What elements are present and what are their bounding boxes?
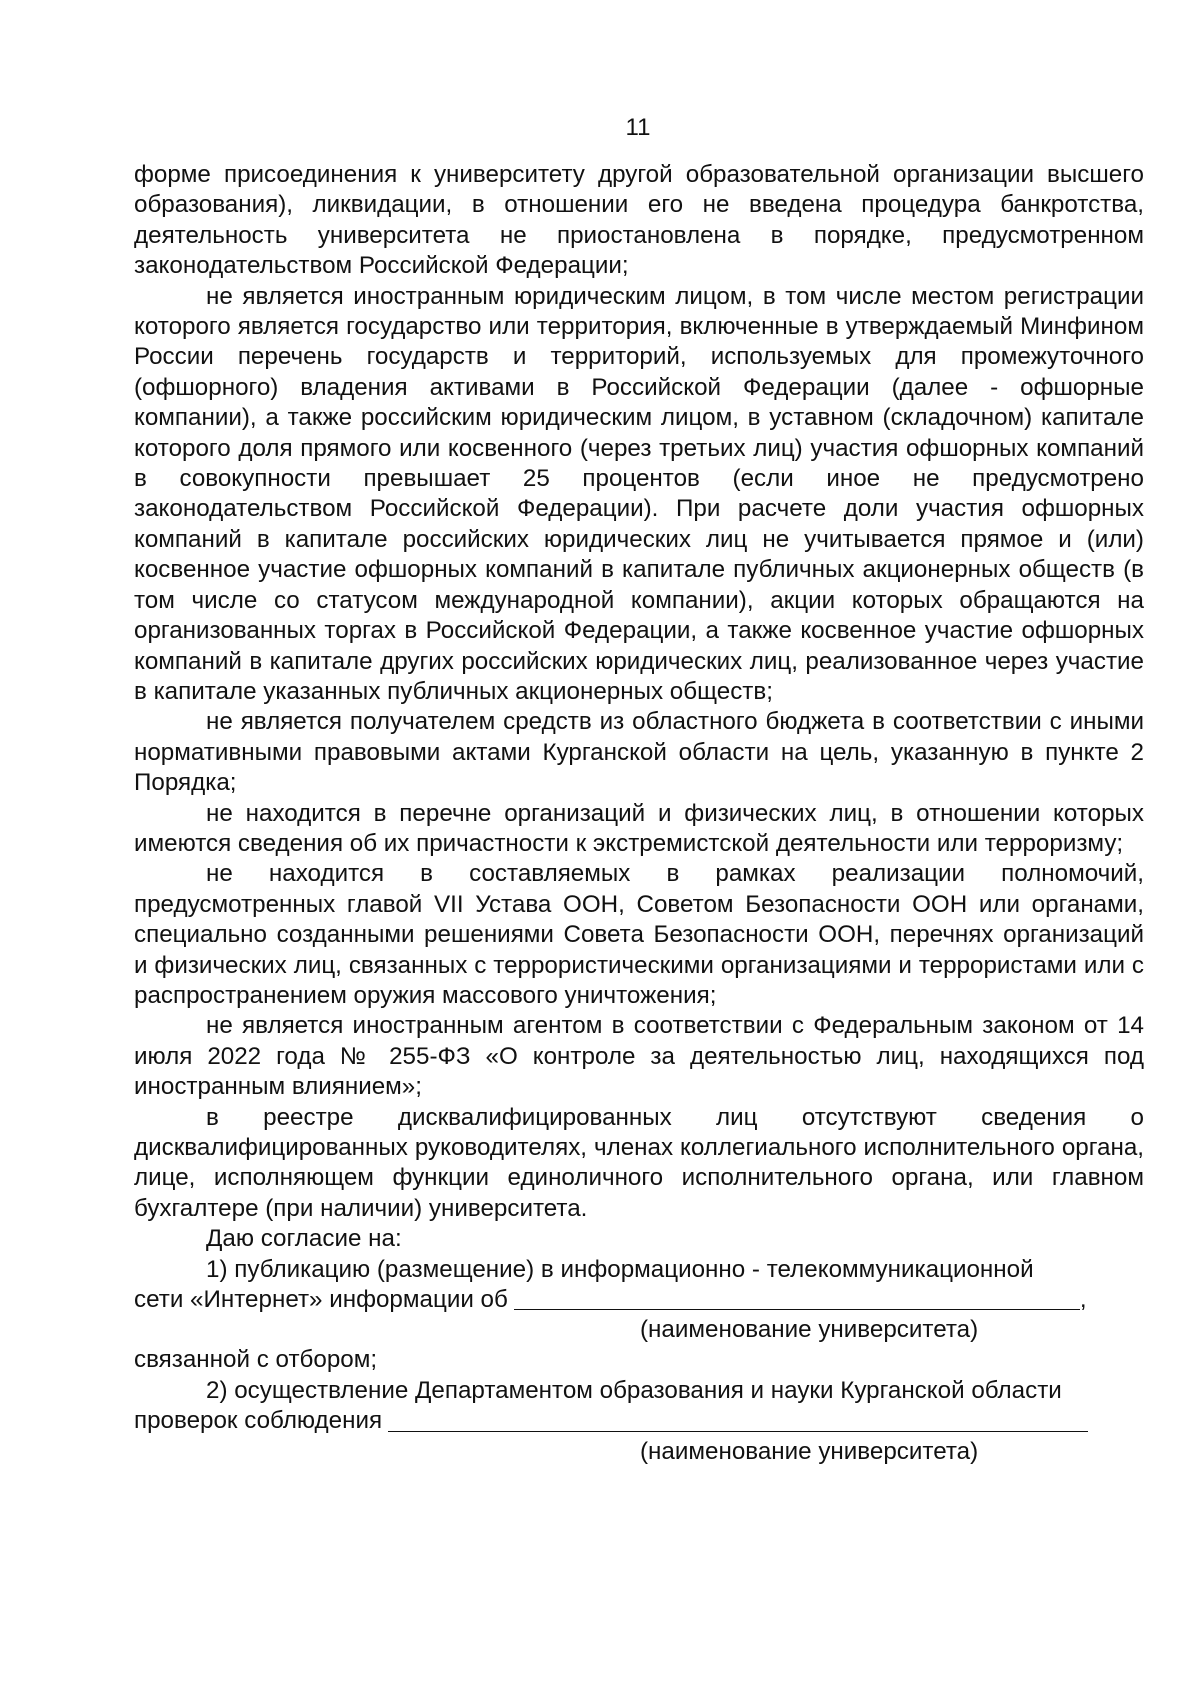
paragraph-un-sanctions-list: не находится в составляемых в рамках реализации полномочий, предусмотренных главой VII Устава ООН, Советом Безопасности ООН или органами, специально созданными решениями Совета Безопасности ООН, перечнях организаций и физических лиц, связанных с террористическими организациями и террористами или с распространением оружия массового уничтожения;: [134, 860, 1144, 1009]
paragraph-consent-inspection: 2) осуществление Департаментом образования и науки Курганской области: [206, 1376, 1062, 1404]
paragraph-foreign-agent: не является иностранным агентом в соответствии с Федеральным законом от 14 июля 2022 года № 255-ФЗ «О контроле за деятельностью лиц, находящихся под иностранным влиянием»;: [134, 1012, 1144, 1101]
document-body: [134, 160, 1144, 1467]
paragraph-dissolution-status: форме присоединения к университету другой образовательной организации высшего образования), ликвидации, в отношении его не введена процедура банкротства, деятельность университета не приостановлена в порядке, предусмотренном законодательством Российской Федерации;: [134, 161, 1144, 280]
university-name-caption-1: (наименование университета): [640, 1316, 979, 1344]
publication-fill-line: [134, 1285, 1144, 1315]
page-number: 11: [625, 114, 651, 141]
paragraph-selection-related: связанной с отбором;: [134, 1346, 378, 1374]
paragraph-budget-recipient: не является получателем средств из областного бюджета в соответствии с иными нормативными правовыми актами Курганской области на цель, указанную в пункте 2 Порядка;: [134, 708, 1144, 797]
paragraph-offshore-status: не является иностранным юридическим лицом, в том числе местом регистрации которого является государство или территория, включенные в утверждаемый Минфином России перечень государств и территорий, используемых для промежуточного (офшорного) владения активами в Российской Федерации (далее - офшорные компании), а также российским юридическим лицом, в уставном (складочном) капитале которого доля прямого или косвенного (через третьих лиц) участия офшорных компаний в совокупности превышает 25 процентов (если иное не предусмотрено законодательством Российской Федерации). При расчете доли участия офшорных компаний в капитале российских юридических лиц не учитывается прямое и (или) косвенное участие офшорных компаний в капитале публичных акционерных обществ (в том числе со статусом международной компании), акции которых обращаются на организованных торгах в Российской Федерации, а также косвенное участие офшорных компаний в капитале других российских юридических лиц, реализованное через участие в капитале указанных публичных акционерных обществ;: [134, 282, 1144, 705]
university-name-blank-1[interactable]: [514, 1285, 1080, 1310]
publication-fill-comma: ,: [1079, 1286, 1087, 1314]
university-name-caption-2: (наименование университета): [640, 1437, 979, 1465]
university-name-blank-2[interactable]: [388, 1407, 1088, 1432]
inspection-fill-line: [134, 1406, 1144, 1436]
paragraph-extremism-list: не находится в перечне организаций и физических лиц, в отношении которых имеются сведения об их причастности к экстремистской деятельности или терроризму;: [134, 799, 1144, 857]
publication-fill-label: сети «Интернет» информации об: [134, 1286, 508, 1314]
paragraph-consent-publication: 1) публикацию (размещение) в информационно - телекоммуникационной: [206, 1255, 1034, 1283]
paragraph-disqualified-persons: в реестре дисквалифицированных лиц отсутствуют сведения о дисквалифицированных руководителях, членах коллегиального исполнительного органа, лице, исполняющем функции единоличного исполнительного органа, или главном бухгалтере (при наличии) университета.: [134, 1103, 1144, 1222]
paragraph-consent-heading: Даю согласие на:: [206, 1225, 402, 1253]
inspection-fill-label: проверок соблюдения: [134, 1407, 383, 1435]
